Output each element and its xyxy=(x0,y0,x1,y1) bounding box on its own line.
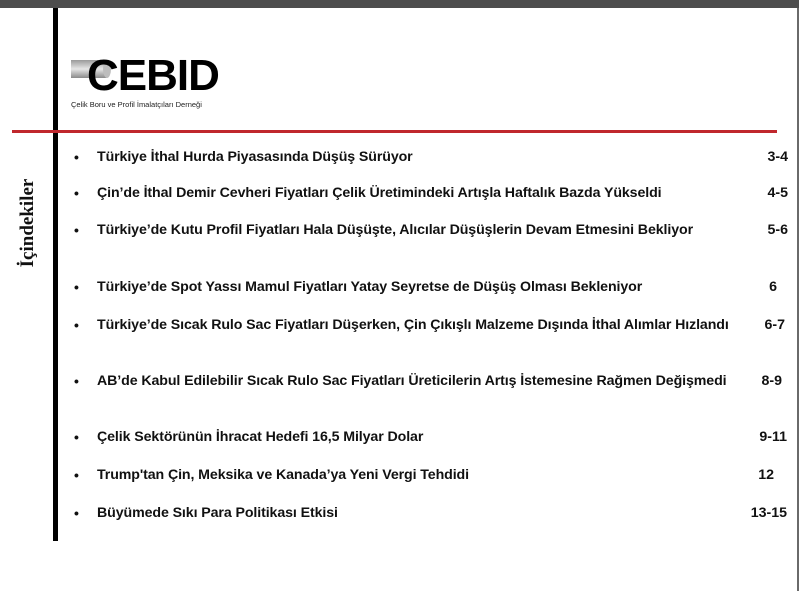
logo-subtitle: Çelik Boru ve Profil İmalatçıları Derneği xyxy=(71,100,202,109)
toc-item-title[interactable]: Çin’de İthal Demir Cevheri Fiyatları Çelik Üretimindeki Artışla Haftalık Bazda Yükseldi xyxy=(97,185,662,201)
bullet-icon: • xyxy=(74,373,79,389)
toc-item-pages: 6-7 xyxy=(764,317,785,333)
toc-item-pages: 6 xyxy=(769,279,777,295)
section-title: İçindekiler xyxy=(17,178,38,268)
toc-item-pages: 12 xyxy=(758,467,774,483)
viewer-top-bar xyxy=(0,0,799,8)
toc-item-title[interactable]: Türkiye’de Kutu Profil Fiyatları Hala Düşüşte, Alıcılar Düşüşlerin Devam Etmesini Bekliyor xyxy=(97,222,693,238)
toc-item-title[interactable]: Çelik Sektörünün İhracat Hedefi 16,5 Milyar Dolar xyxy=(97,429,424,445)
toc-item-pages: 4-5 xyxy=(767,185,788,201)
toc-item-title[interactable]: Trump'tan Çin, Meksika ve Kanada’ya Yeni Vergi Tehdidi xyxy=(97,467,469,483)
toc-item-pages: 3-4 xyxy=(767,149,788,165)
table-of-contents xyxy=(0,8,797,591)
toc-item-pages: 8-9 xyxy=(761,373,782,389)
toc-item-title[interactable]: AB’de Kabul Edilebilir Sıcak Rulo Sac Fiyatları Üreticilerin Artış İstemesine Rağmen Değişmedi xyxy=(97,373,727,389)
bullet-icon: • xyxy=(74,185,79,201)
toc-item-title[interactable]: Türkiye’de Spot Yassı Mamul Fiyatları Yatay Seyretse de Düşüş Olması Bekleniyor xyxy=(97,279,643,295)
bullet-icon: • xyxy=(74,317,79,333)
document-page xyxy=(0,8,797,591)
bullet-icon: • xyxy=(74,279,79,295)
bullet-icon: • xyxy=(74,149,79,165)
bullet-icon: • xyxy=(74,467,79,483)
toc-item-title[interactable]: Büyümede Sıkı Para Politikası Etkisi xyxy=(97,505,338,521)
toc-item-pages: 9-11 xyxy=(759,429,787,445)
toc-item-pages: 13-15 xyxy=(750,505,787,521)
bullet-icon: • xyxy=(74,222,79,238)
bullet-icon: • xyxy=(74,429,79,445)
toc-item-pages: 5-6 xyxy=(767,222,788,238)
toc-item-title[interactable]: Türkiye’de Sıcak Rulo Sac Fiyatları Düşerken, Çin Çıkışlı Malzeme Dışında İthal Alımlar Hızlandı xyxy=(97,317,729,333)
toc-item-title[interactable]: Türkiye İthal Hurda Piyasasında Düşüş Sürüyor xyxy=(97,149,413,165)
bullet-icon: • xyxy=(74,505,79,521)
svg-text:CEBID: CEBID xyxy=(87,52,219,100)
